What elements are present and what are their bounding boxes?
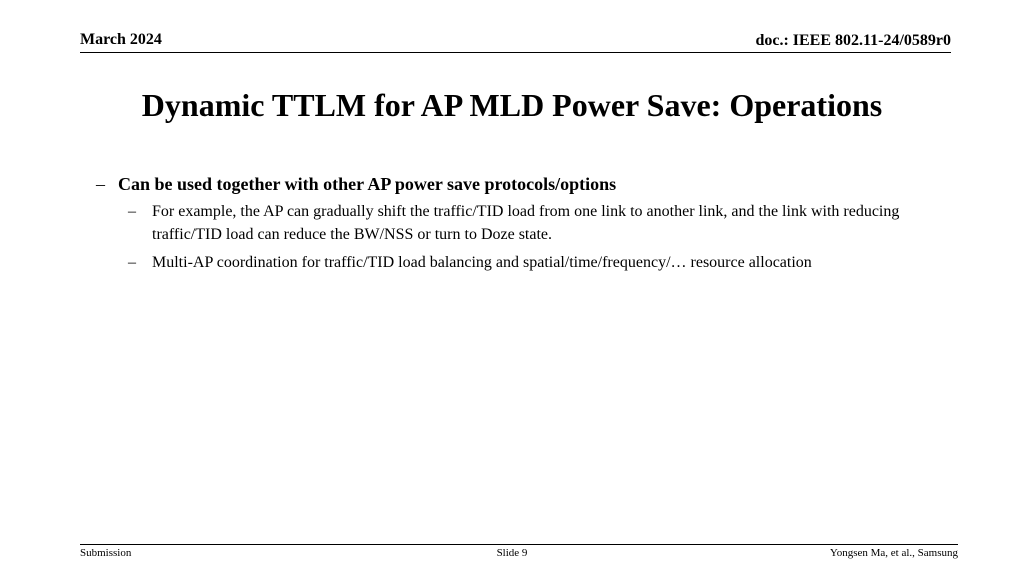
bullet-level2 [128, 251, 936, 274]
footer-submission: Submission [80, 547, 132, 559]
sub-bullet-list [96, 200, 936, 274]
bullet-text: Can be used together with other AP power save protocols/options [118, 174, 617, 194]
bullet-level1 [96, 172, 936, 196]
footer-slide-number: Slide 9 [496, 547, 528, 559]
bullet-text: For example, the AP can gradually shift the traffic/TID load from one link to another link, and the link with reducing traffic/TID load can reduce the BW/NSS or turn to Doze state. [152, 203, 900, 243]
footer-divider [80, 544, 958, 545]
bullet-dash: – [128, 254, 136, 271]
bullet-dash: – [96, 174, 105, 194]
header-date: March 2024 [80, 31, 162, 48]
slide-title: Dynamic TTLM for AP MLD Power Save: Operations [141, 87, 883, 123]
bullet-text: Multi-AP coordination for traffic/TID load balancing and spatial/time/frequency/… resource allocation [152, 254, 812, 271]
bullet-dash: – [128, 203, 136, 220]
bullet-level2 [128, 200, 936, 246]
slide-content [96, 172, 936, 279]
header-doc-id: doc.: IEEE 802.11-24/0589r0 [755, 32, 951, 49]
footer-author: Yongsen Ma, et al., Samsung [829, 547, 958, 559]
header-divider [80, 52, 951, 53]
